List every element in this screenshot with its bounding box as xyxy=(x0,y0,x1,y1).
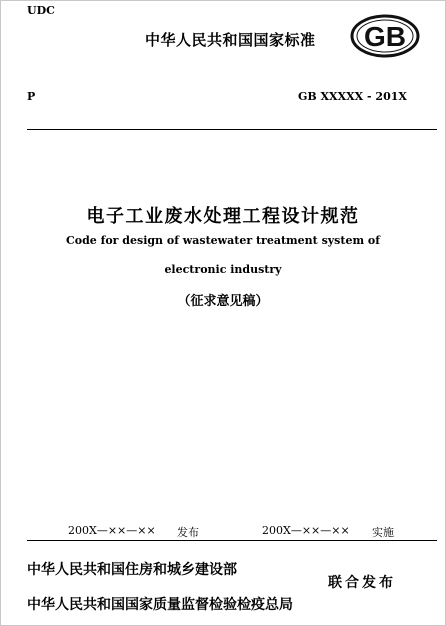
classification-code: P xyxy=(27,90,36,103)
bottom-divider xyxy=(27,540,437,541)
english-title-line1: Code for design of wastewater treatment system of xyxy=(66,234,380,247)
issuer-aqsiq: 中华人民共和国国家质量监督检验检疫总局 xyxy=(27,597,293,613)
implement-label: 实施 xyxy=(372,526,394,539)
draft-label: （征求意见稿） xyxy=(177,294,269,309)
gb-logo-text: GB xyxy=(364,21,406,52)
english-title-line2: electronic industry xyxy=(164,263,282,276)
chinese-title: 电子工业废水处理工程设计规范 xyxy=(86,206,360,227)
standard-number: GB XXXXX - 201X xyxy=(298,90,407,103)
issue-label: 发布 xyxy=(177,526,199,539)
joint-issue-label: 联合发布 xyxy=(328,575,396,591)
top-divider xyxy=(27,129,437,130)
implement-date: 200X—××—×× xyxy=(262,524,350,537)
gb-logo-icon xyxy=(350,14,420,58)
udc-label: UDC xyxy=(27,4,55,17)
issue-date: 200X—××—×× xyxy=(68,524,156,537)
issuer-ministry-housing: 中华人民共和国住房和城乡建设部 xyxy=(27,562,237,578)
standard-type-title: 中华人民共和国国家标准 xyxy=(145,31,316,49)
